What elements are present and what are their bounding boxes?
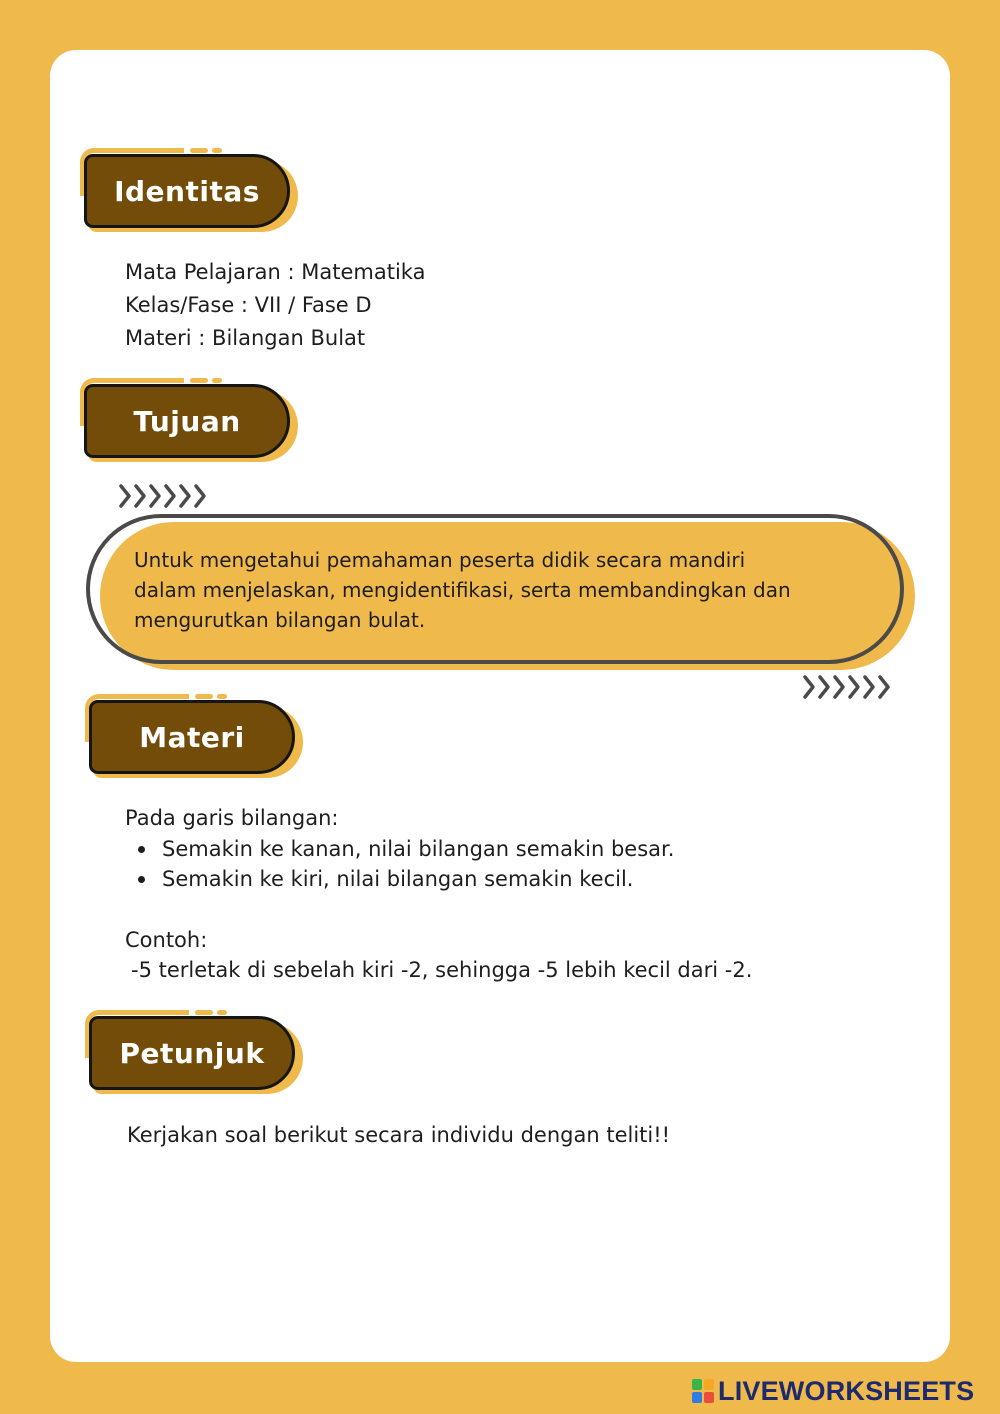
section-title-petunjuk: Petunjuk <box>89 1016 295 1090</box>
section-tag-identitas <box>80 148 290 226</box>
tag-accent-dash <box>195 694 213 699</box>
goal-text <box>134 545 894 635</box>
chevrons-top-icon <box>118 482 218 510</box>
list-item: Semakin ke kiri, nilai bilangan semakin kecil. <box>125 864 674 894</box>
section-title-identitas: Identitas <box>84 154 290 228</box>
liveworksheets-brand-text: LIVEWORKSHEETS <box>718 1375 975 1406</box>
liveworksheets-logo-icon <box>692 1379 714 1403</box>
section-tag-materi <box>85 694 295 772</box>
goal-line: Untuk mengetahui pemahaman peserta didik secara mandiri <box>134 548 746 572</box>
materi-intro: Pada garis bilangan: <box>125 806 339 830</box>
goal-line: mengurutkan bilangan bulat. <box>134 608 426 632</box>
section-tag-petunjuk <box>85 1010 295 1088</box>
tag-accent-dash <box>212 148 222 153</box>
materi-bullet-list <box>125 834 674 894</box>
petunjuk-text: Kerjakan soal berikut secara individu dengan teliti!! <box>127 1123 671 1147</box>
section-title-tujuan: Tujuan <box>84 384 290 458</box>
tag-accent-dash <box>190 378 208 383</box>
tag-accent-dash <box>217 1010 227 1015</box>
materi-example-text: -5 terletak di sebelah kiri -2, sehingga -5 lebih kecil dari -2. <box>131 958 753 982</box>
tag-accent-dash <box>212 378 222 383</box>
identitas-line-subject: Mata Pelajaran : Matematika <box>125 260 426 284</box>
identitas-line-material: Materi : Bilangan Bulat <box>125 326 366 350</box>
identitas-line-class: Kelas/Fase : VII / Fase D <box>125 293 372 317</box>
tag-accent-dash <box>195 1010 213 1015</box>
tag-accent-dash <box>217 694 227 699</box>
section-title-materi: Materi <box>89 700 295 774</box>
tag-accent-dash <box>190 148 208 153</box>
goal-line: dalam menjelaskan, mengidentifikasi, serta membandingkan dan <box>134 578 791 602</box>
chevrons-bottom-icon <box>802 673 902 701</box>
list-item: Semakin ke kanan, nilai bilangan semakin besar. <box>125 834 674 864</box>
liveworksheets-brand <box>692 1376 974 1406</box>
section-tag-tujuan <box>80 378 290 456</box>
materi-example-label: Contoh: <box>125 928 208 952</box>
